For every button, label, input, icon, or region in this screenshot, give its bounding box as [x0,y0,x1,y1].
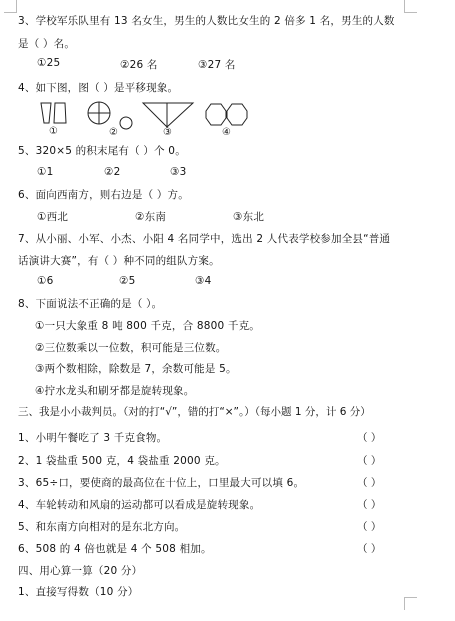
judge-item-6: 6、508 的 4 倍也就是 4 个 508 相加。 [18,543,212,555]
figure-1-trapezoids [41,103,66,123]
question-6-option-1: ①西北 [37,211,69,223]
question-4-figures [35,101,265,141]
question-7-option-1: ①6 [37,275,54,287]
question-3-line-2: 是（ ）名。 [18,38,76,50]
question-7-line-2: 话演讲大赛”，有（ ）种不同的组队方案。 [18,255,220,267]
question-7-option-3: ③4 [195,275,212,287]
section-4-subtitle-1: 1、直接写得数（10 分） [18,586,139,598]
question-5-option-3: ③3 [170,166,187,178]
judge-item-1: 1、小明午餐吃了 3 千克食物。 [18,432,168,444]
figure-4-octagons [206,104,247,125]
corner-mark-bottom-right [404,597,417,610]
question-8-text: 8、下面说法不正确的是（ ）。 [18,298,163,310]
judge-item-4: 4、车轮转动和风扇的运动都可以看成是旋转现象。 [18,499,261,511]
figure-label-2: ② [109,127,118,138]
question-5-option-2: ②2 [104,166,121,178]
question-4-text: 4、如下图，图（ ）是平移现象。 [18,82,179,94]
figure-2-circles [88,102,132,129]
judge-item-2: 2、1 袋盐重 500 克，4 袋盐重 2000 克。 [18,455,226,467]
question-7-option-2: ②5 [119,275,136,287]
figure-label-4: ④ [222,127,231,138]
question-6-option-3: ③东北 [233,211,265,223]
question-8-option-4: ④拧水龙头和刷牙都是旋转现象。 [35,385,195,397]
corner-mark-top-right [404,0,417,13]
judge-answer-paren-6: （ ） [357,543,382,555]
judge-answer-paren-3: （ ） [357,477,382,489]
question-5-option-1: ①1 [37,166,54,178]
section-3-title: 三、我是小小裁判员。（对的打“√”，错的打“×”。）（每小题 1 分，计 6 分） [18,406,371,418]
figure-label-1: ① [49,126,58,137]
judge-answer-paren-4: （ ） [357,499,382,511]
question-3-option-3: ③27 名 [198,59,236,71]
section-4-title: 四、用心算一算（20 分） [18,565,143,577]
question-8-option-2: ②三位数乘以一位数，积可能是三位数。 [35,342,227,354]
question-3-option-1: ①25 [37,57,61,69]
question-7-line-1: 7、从小丽、小军、小杰、小阳 4 名同学中，选出 2 人代表学校参加全县“普通 [18,233,391,245]
judge-item-3: 3、65÷口，要使商的最高位在十位上，口里最大可以填 6。 [18,477,305,489]
figure-3-triangles [143,103,193,127]
question-8-option-1: ①一只大象重 8 吨 800 千克，合 8800 千克。 [35,320,260,332]
figure-label-3: ③ [163,127,172,138]
judge-answer-paren-2: （ ） [357,455,382,467]
question-5-text: 5、320×5 的积末尾有（ ）个 0。 [18,145,186,157]
judge-answer-paren-1: （ ） [357,432,382,444]
question-6-text: 6、面向西南方，则右边是（ ）方。 [18,189,189,201]
question-3-line-1: 3、学校军乐队里有 13 名女生，男生的人数比女生的 2 倍多 1 名，男生的人数 [18,15,395,27]
question-6-option-2: ②东南 [135,211,167,223]
question-8-option-3: ③两个数相除，除数是 7，余数可能是 5。 [35,363,237,375]
corner-mark-top-left [4,0,17,13]
judge-answer-paren-5: （ ） [357,521,382,533]
question-3-option-2: ②26 名 [120,59,158,71]
judge-item-5: 5、和东南方向相对的是东北方向。 [18,521,186,533]
